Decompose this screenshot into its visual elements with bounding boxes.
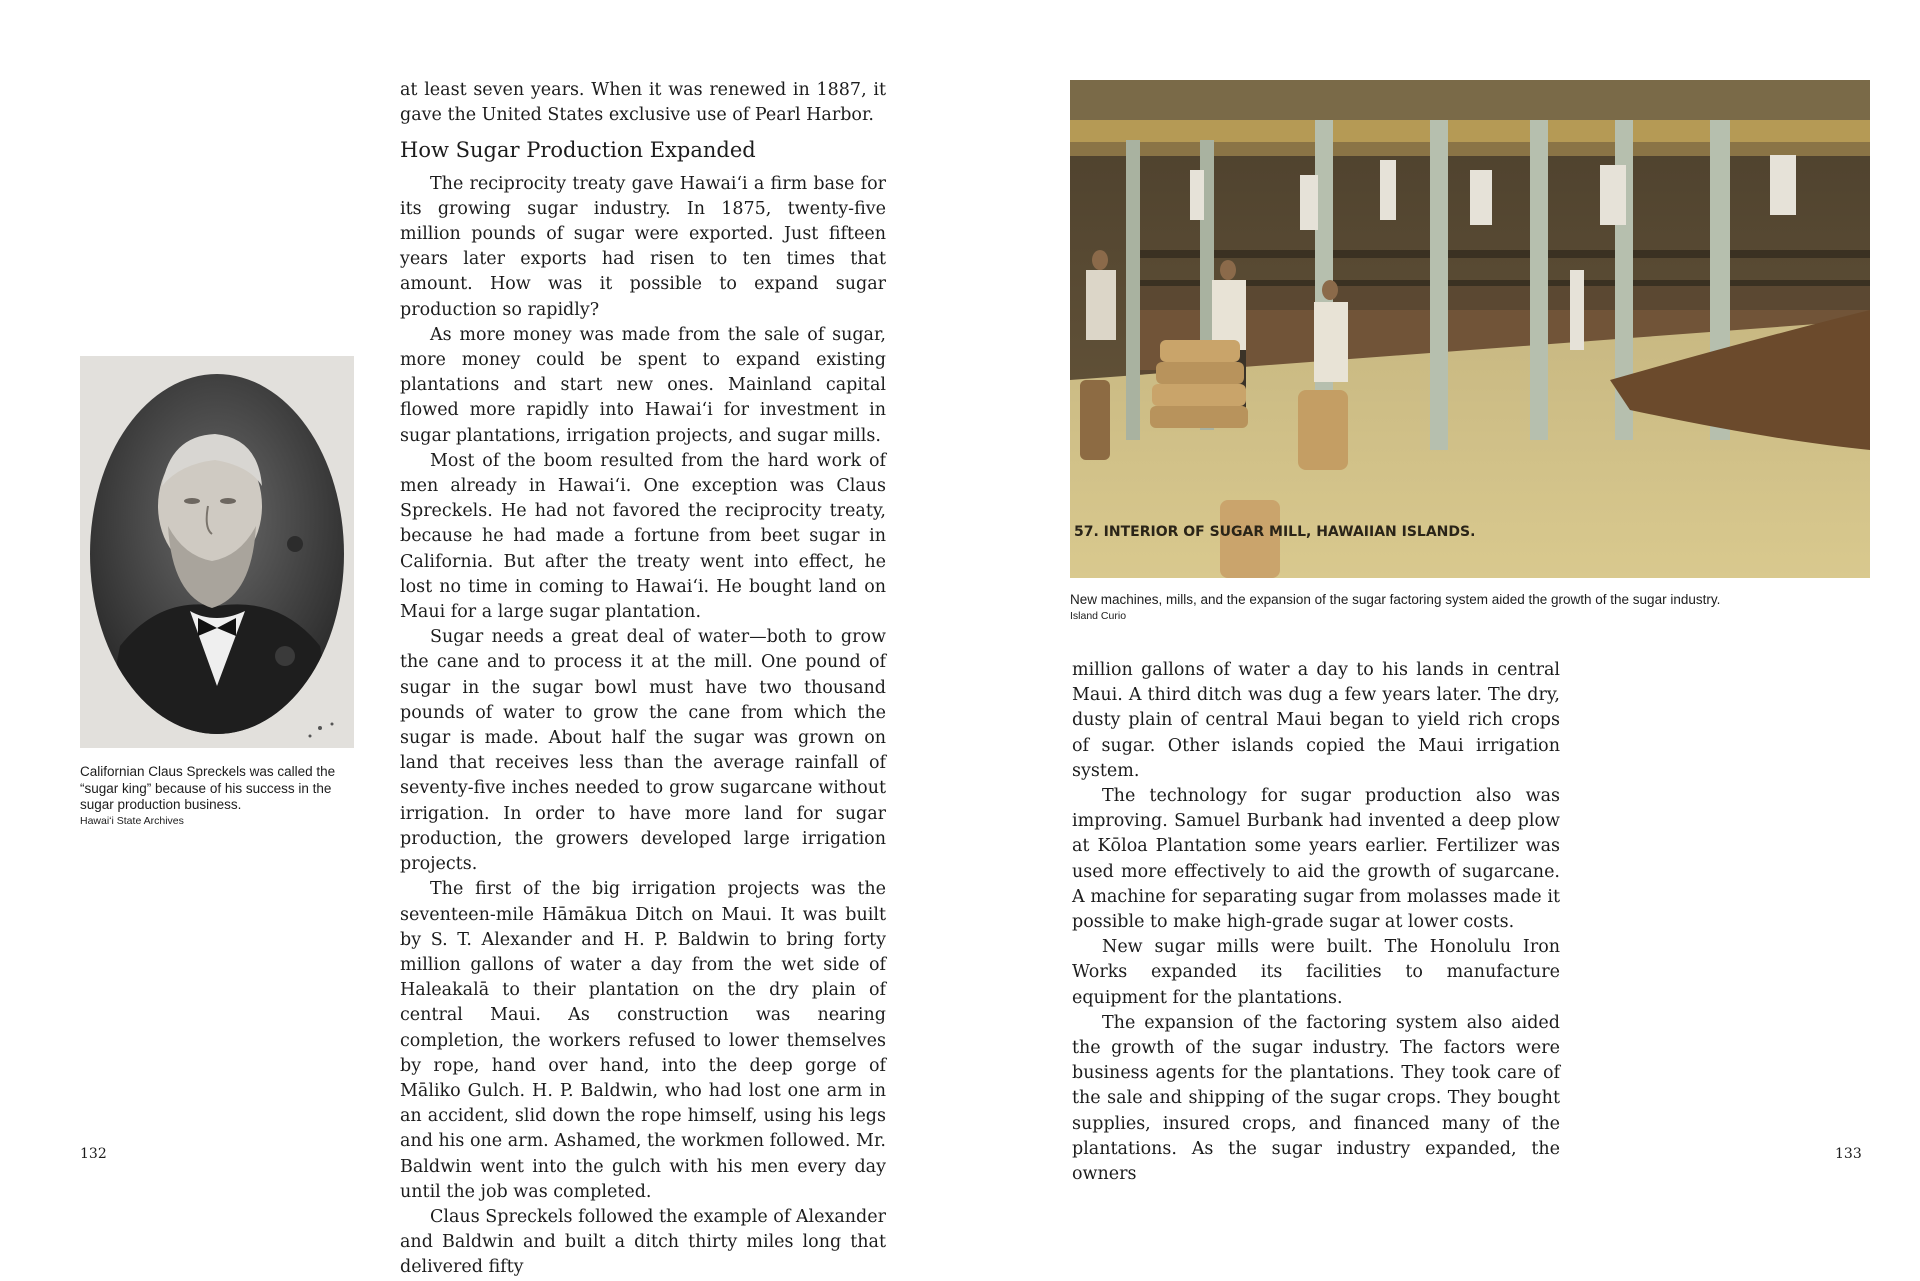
mill-photo-credit: Island Curio [1070, 609, 1127, 622]
mill-photo-caption [1070, 592, 1890, 623]
body-paragraph: Most of the boom resulted from the hard work of men already in Hawaiʻi. One exception was Claus Spreckels. He had not favored the reciprocity treaty, because he had made a fortune from beet sugar in California. But after the treaty went into effect, he lost no time in coming to Hawaiʻi. He bought land on Maui for a large sugar plantation. [400, 450, 886, 623]
body-paragraph: Claus Spreckels followed the example of Alexander and Baldwin and built a ditch thirty miles long that delivered fifty [400, 1206, 886, 1278]
portrait-caption [80, 764, 356, 828]
portrait-credit: Hawaiʻi State Archives [80, 814, 184, 827]
body-paragraph: The expansion of the factoring system also aided the growth of the sugar industry. The factors were business agents for the plantations. They took care of the sale and shipping of the sugar crops. They bought supplies, insured crops, and financed many of the plantations. As the sugar industry expanded, the owners [1072, 1012, 1560, 1185]
body-paragraph: New sugar mills were built. The Honolulu Iron Works expanded its facilities to manufacture equipment for the plantations. [1072, 937, 1560, 1008]
section-heading: How Sugar Production Expanded [400, 138, 756, 163]
page-number-right: 133 [1835, 1146, 1862, 1162]
sugar-mill-photo [1070, 80, 1870, 578]
left-text-column [400, 78, 886, 1281]
portrait-photo [80, 356, 354, 748]
portrait-caption-text: Californian Claus Spreckels was called the “sugar king” because of his success in the sugar production business. [80, 764, 336, 812]
right-text-column [1072, 658, 1560, 1187]
mill-photo-caption-text: New machines, mills, and the expansion of the sugar factoring system aided the growth of the sugar industry. [1070, 592, 1721, 607]
body-paragraph: The technology for sugar production also was improving. Samuel Burbank had invented a deep plow at Kōloa Plantation some years earlier. Fertilizer was used more effectively to aid the growth of sugarcane. A machine for separating sugar from molasses made it possible to make high-grade sugar at lower costs. [1072, 786, 1560, 933]
body-paragraph: The reciprocity treaty gave Hawaiʻi a firm base for its growing sugar industry. In 1875, twenty-five million pounds of sugar were exported. Just fifteen years later exports had risen to ten times that amount. How was it possible to expand sugar production so rapidly? [400, 173, 886, 320]
claus-spreckels-portrait [80, 356, 354, 748]
sugar-mill-photo-frame [1070, 80, 1870, 578]
body-paragraph: The first of the big irrigation projects was the seventeen-mile Hāmākua Ditch on Maui. It was built by S. T. Alexander and H. P. Baldwin to bring forty million gallons of water a day from the wet side of Haleakalā to their plantation on the dry plain of central Maui. As construction was nearing completion, the workers refused to lower themselves by rope, hand over hand, into the deep gorge of Māliko Gulch. H. P. Baldwin, who had lost one arm in an accident, slid down the rope himself, using his legs and his one arm. Ashamed, the workmen followed. Mr. Baldwin went into the gulch with his men every day until the job was completed. [400, 879, 886, 1202]
body-paragraph: As more money was made from the sale of sugar, more money could be spent to expand existing plantations and start new ones. Mainland capital flowed more rapidly into Hawaiʻi for investment in sugar plantations, irrigation projects, and sugar mills. [400, 324, 886, 446]
body-paragraph: Sugar needs a great deal of water—both to grow the cane and to process it at the mill. One pound of sugar in the sugar bowl must have two thousand pounds of water to grow the cane from which the sugar is made. About half the sugar was grown on land that receives less than the average rainfall of seventy-five inches needed to grow sugarcane without irrigation. In order to have more land for sugar production, the growers developed large irrigation projects. [400, 627, 886, 875]
left-page [0, 0, 960, 1278]
photo-printed-label: 57. INTERIOR OF SUGAR MILL, HAWAIIAN ISLANDS. [1074, 524, 1476, 540]
continuation-paragraph: million gallons of water a day to his lands in central Maui. A third ditch was dug a few years later. The dry, dusty plain of central Maui began to yield rich crops of sugar. Other islands copied the Maui irrigation system. [1072, 660, 1560, 781]
continuation-paragraph: at least seven years. When it was renewed in 1887, it gave the United States exclusive use of Pearl Harbor. [400, 80, 886, 126]
right-page [960, 0, 1920, 1200]
page-number-left: 132 [80, 1146, 107, 1162]
